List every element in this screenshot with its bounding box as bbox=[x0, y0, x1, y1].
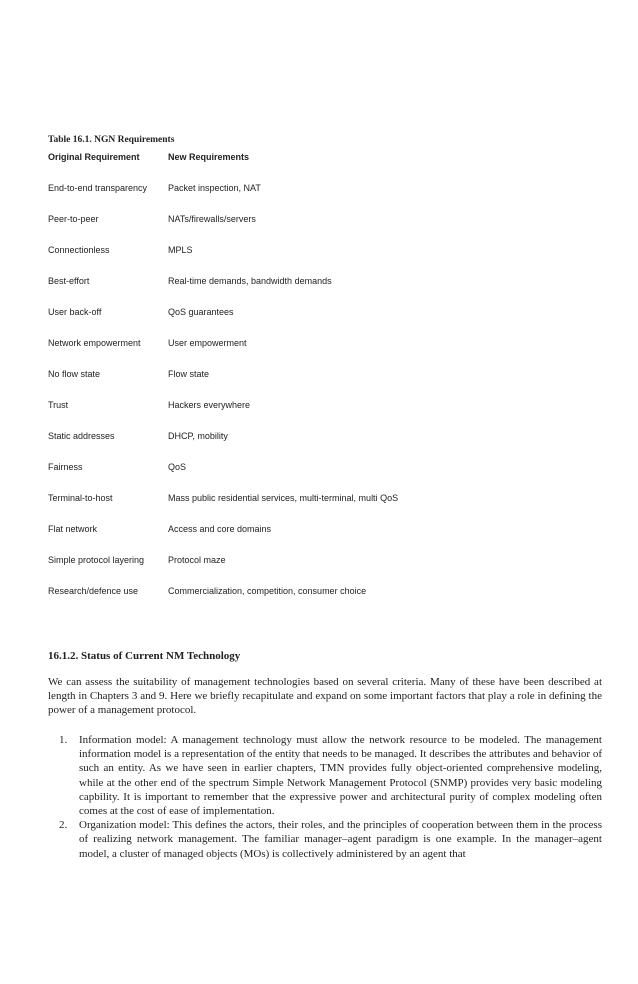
cell-new-requirement: MPLS bbox=[168, 245, 193, 255]
column-header-original: Original Requirement bbox=[48, 152, 140, 162]
table-row bbox=[48, 183, 608, 214]
cell-new-requirement: DHCP, mobility bbox=[168, 431, 228, 441]
cell-original-requirement: Network empowerment bbox=[48, 338, 141, 348]
table-row bbox=[48, 493, 608, 524]
cell-original-requirement: Trust bbox=[48, 400, 69, 410]
cell-original-requirement: User back-off bbox=[48, 307, 102, 317]
cell-original-requirement: Flat network bbox=[48, 524, 98, 534]
criteria-list bbox=[48, 733, 602, 861]
table-row bbox=[48, 586, 608, 617]
cell-original-requirement: Static addresses bbox=[48, 431, 115, 441]
cell-new-requirement: Access and core domains bbox=[168, 524, 272, 534]
table-row bbox=[48, 276, 608, 307]
list-item bbox=[48, 733, 602, 818]
list-item-text: Information model: A management technology must allow the network resource to be modeled. The management information model is a representation of the entity that needs to be managed. It describes the attributes and behavior of such an entity. As we have seen in earlier chapters, TMN provides fully object-oriented comprehensive modeling, while at the other end of the spectrum Simple Network Management Protocol (SNMP) provides very basic modeling capbility. It is important to remember that the expressive power and architectural purity of complex modeling often comes at the cost of ease of implementation. bbox=[79, 734, 602, 818]
cell-original-requirement: Research/defence use bbox=[48, 586, 139, 596]
cell-original-requirement: End-to-end transparency bbox=[48, 183, 148, 193]
list-item-number: 2. bbox=[59, 819, 68, 832]
table-row bbox=[48, 214, 608, 245]
cell-original-requirement: No flow state bbox=[48, 369, 101, 379]
cell-original-requirement: Connectionless bbox=[48, 245, 110, 255]
cell-new-requirement: Hackers everywhere bbox=[168, 400, 251, 410]
list-item-number: 1. bbox=[59, 734, 68, 746]
list-item bbox=[48, 818, 602, 861]
cell-original-requirement: Peer-to-peer bbox=[48, 214, 99, 224]
cell-new-requirement: Protocol maze bbox=[168, 555, 226, 565]
cell-new-requirement: Flow state bbox=[168, 369, 210, 379]
cell-original-requirement: Simple protocol layering bbox=[48, 555, 145, 565]
cell-original-requirement: Best-effort bbox=[48, 276, 90, 286]
cell-new-requirement: NATs/firewalls/servers bbox=[168, 214, 256, 224]
cell-new-requirement: Commercialization, competition, consumer choice bbox=[168, 586, 367, 596]
cell-new-requirement: User empowerment bbox=[168, 338, 247, 348]
list-item-text: Organization model: This defines the actors, their roles, and the principles of cooperation between them in the process of realizing network management. The familiar manager–agent paradigm is one example. In the manager–agent model, a cluster of managed objects (MOs) is collectively administered by an agent that bbox=[79, 819, 602, 860]
table-row bbox=[48, 369, 608, 400]
cell-new-requirement: QoS bbox=[168, 462, 187, 472]
table-row bbox=[48, 431, 608, 462]
requirements-table bbox=[48, 152, 608, 617]
table-row bbox=[48, 400, 608, 431]
section-heading: 16.1.2. Status of Current NM Technology bbox=[48, 650, 241, 662]
cell-new-requirement: QoS guarantees bbox=[168, 307, 234, 317]
column-header-new: New Requirements bbox=[168, 152, 250, 162]
table-header-row bbox=[48, 152, 608, 183]
table-row bbox=[48, 245, 608, 276]
intro-paragraph: We can assess the suitability of management technologies based on several criteria. Many of these have been described at length in Chapters 3 and 9. Here we briefly recapitulate and expand on some important factors that play a role in defining the power of a management protocol. bbox=[48, 676, 602, 716]
table-row bbox=[48, 462, 608, 493]
table-row bbox=[48, 338, 608, 369]
cell-original-requirement: Fairness bbox=[48, 462, 83, 472]
table-body bbox=[48, 183, 608, 617]
cell-original-requirement: Terminal-to-host bbox=[48, 493, 113, 503]
cell-new-requirement: Mass public residential services, multi-terminal, multi QoS bbox=[168, 493, 399, 503]
cell-new-requirement: Real-time demands, bandwidth demands bbox=[168, 276, 332, 286]
cell-new-requirement: Packet inspection, NAT bbox=[168, 183, 261, 193]
table-row bbox=[48, 555, 608, 586]
table-row bbox=[48, 524, 608, 555]
table-caption: Table 16.1. NGN Requirements bbox=[48, 135, 175, 145]
table-row bbox=[48, 307, 608, 338]
